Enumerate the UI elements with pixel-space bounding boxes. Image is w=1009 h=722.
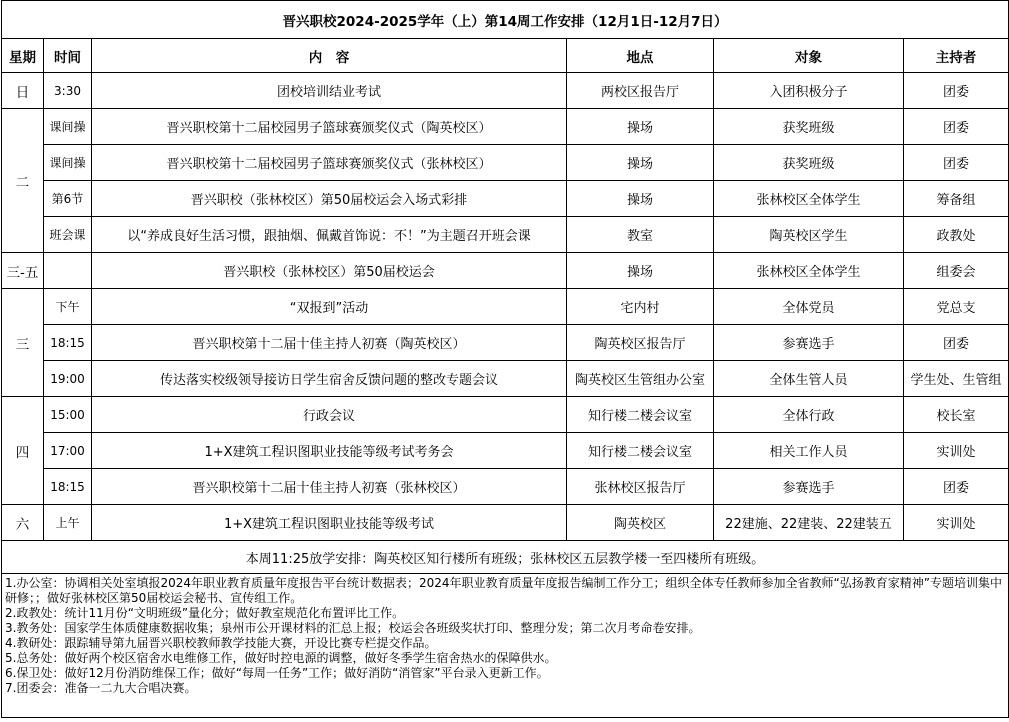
row-time: 3:30 bbox=[44, 73, 92, 109]
header-row bbox=[2, 39, 1009, 73]
row-host: 政教处 bbox=[904, 217, 1009, 253]
row-host: 团委 bbox=[904, 145, 1009, 181]
row-host: 实训处 bbox=[904, 433, 1009, 469]
note-youth-league: 7.团委会：准备一二九大合唱决赛。 bbox=[5, 681, 197, 695]
table-row bbox=[2, 325, 1009, 361]
row-place: 操场 bbox=[567, 145, 714, 181]
table-row bbox=[2, 217, 1009, 253]
row-place: 教室 bbox=[567, 217, 714, 253]
row-target: 陶英校区学生 bbox=[714, 217, 904, 253]
row-host: 团委 bbox=[904, 73, 1009, 109]
row-host: 校长室 bbox=[904, 397, 1009, 433]
row-place: 知行楼二楼会议室 bbox=[567, 397, 714, 433]
row-time: 下午 bbox=[44, 289, 92, 325]
row-place: 张林校区报告厅 bbox=[567, 469, 714, 505]
row-target: 22建施、22建装、22建装五 bbox=[714, 505, 904, 541]
row-content: 晋兴职校第十二届十佳主持人初赛（张林校区） bbox=[92, 469, 567, 505]
day-sunday: 日 bbox=[2, 73, 44, 109]
row-content: 1+X建筑工程识图职业技能等级考试考务会 bbox=[92, 433, 567, 469]
row-host: 团委 bbox=[904, 469, 1009, 505]
day-wed-fri: 三-五 bbox=[2, 253, 44, 289]
dismissal-notice: 本周11:25放学安排：陶英校区知行楼所有班级；张林校区五层教学楼一至四楼所有班级。 bbox=[2, 541, 1009, 574]
header-target: 对象 bbox=[714, 39, 904, 73]
row-place: 陶英校区报告厅 bbox=[567, 325, 714, 361]
row-place: 陶英校区 bbox=[567, 505, 714, 541]
table-row bbox=[2, 433, 1009, 469]
note-security: 6.保卫处：做好12月份消防维保工作；做好“每周一任务”工作；做好消防“消管家”平台录入更新工作。 bbox=[5, 666, 549, 680]
note-academic-affairs: 3.教务处：国家学生体质健康数据收集；泉州市公开课材料的汇总上报；校运会各班级奖状打印、整理分发；第二次月考命卷安排。 bbox=[5, 621, 701, 635]
table-row bbox=[2, 505, 1009, 541]
row-time: 17:00 bbox=[44, 433, 92, 469]
row-time: 第6节 bbox=[44, 181, 92, 217]
row-time: 18:15 bbox=[44, 469, 92, 505]
table-row bbox=[2, 397, 1009, 433]
table-row bbox=[2, 145, 1009, 181]
row-target: 获奖班级 bbox=[714, 145, 904, 181]
row-content: 1+X建筑工程识图职业技能等级考试 bbox=[92, 505, 567, 541]
note-office: 1.办公室：协调相关处室填报2024年职业教育质量年度报告平台统计数据表；2024年职业教育质量年度报告编制工作分工；组织全体专任教师参加全省教师“弘扬教育家精神”专题培训集中研修；；做好张林校区第50届校运会秘书、宣传组工作。 bbox=[5, 576, 1002, 605]
row-content: 晋兴职校第十二届校园男子篮球赛颁奖仪式（张林校区） bbox=[92, 145, 567, 181]
row-target: 张林校区全体学生 bbox=[714, 253, 904, 289]
row-host: 党总支 bbox=[904, 289, 1009, 325]
row-content: 行政会议 bbox=[92, 397, 567, 433]
table-row bbox=[2, 181, 1009, 217]
row-content: 晋兴职校第十二届十佳主持人初赛（陶英校区） bbox=[92, 325, 567, 361]
table-row bbox=[2, 289, 1009, 325]
day-wednesday: 三 bbox=[2, 289, 44, 397]
header-host: 主持者 bbox=[904, 39, 1009, 73]
row-time bbox=[44, 253, 92, 289]
row-time: 班会课 bbox=[44, 217, 92, 253]
schedule-title: 晋兴职校2024-2025学年（上）第14周工作安排（12月1日-12月7日） bbox=[2, 1, 1009, 39]
row-place: 操场 bbox=[567, 109, 714, 145]
table-row bbox=[2, 469, 1009, 505]
row-host: 团委 bbox=[904, 325, 1009, 361]
row-target: 全体生管人员 bbox=[714, 361, 904, 397]
note-political-education: 2.政教处：统计11月份“文明班级”量化分；做好教室规范化布置评比工作。 bbox=[5, 606, 405, 620]
row-target: 张林校区全体学生 bbox=[714, 181, 904, 217]
header-place: 地点 bbox=[567, 39, 714, 73]
row-time: 19:00 bbox=[44, 361, 92, 397]
row-place: 操场 bbox=[567, 181, 714, 217]
department-notes bbox=[2, 574, 1009, 718]
note-teaching-research: 4.教研处：跟踪辅导第九届晋兴职校教师教学技能大赛，开设比赛专栏提交作品。 bbox=[5, 636, 437, 650]
row-content: “双报到”活动 bbox=[92, 289, 567, 325]
row-content: 晋兴职校（张林校区）第50届校运会 bbox=[92, 253, 567, 289]
header-content: 内 容 bbox=[92, 39, 567, 73]
row-time: 18:15 bbox=[44, 325, 92, 361]
row-place: 陶英校区生管组办公室 bbox=[567, 361, 714, 397]
note-general-affairs: 5.总务处：做好两个校区宿舍水电维修工作，做好时控电源的调整，做好冬季学生宿舍热水的保障供水。 bbox=[5, 651, 557, 665]
table-row bbox=[2, 73, 1009, 109]
row-target: 参赛选手 bbox=[714, 469, 904, 505]
row-target: 参赛选手 bbox=[714, 325, 904, 361]
schedule-table bbox=[1, 0, 1009, 718]
row-time: 上午 bbox=[44, 505, 92, 541]
table-row bbox=[2, 361, 1009, 397]
row-time: 课间操 bbox=[44, 109, 92, 145]
table-row bbox=[2, 109, 1009, 145]
row-place: 宅内村 bbox=[567, 289, 714, 325]
row-target: 相关工作人员 bbox=[714, 433, 904, 469]
row-host: 筹备组 bbox=[904, 181, 1009, 217]
row-content: 晋兴职校第十二届校园男子篮球赛颁奖仪式（陶英校区） bbox=[92, 109, 567, 145]
row-content: 以“养成良好生活习惯，跟抽烟、佩戴首饰说：不！”为主题召开班会课 bbox=[92, 217, 567, 253]
row-target: 全体行政 bbox=[714, 397, 904, 433]
row-host: 实训处 bbox=[904, 505, 1009, 541]
table-row bbox=[2, 253, 1009, 289]
row-place: 操场 bbox=[567, 253, 714, 289]
day-tuesday: 二 bbox=[2, 109, 44, 253]
row-target: 获奖班级 bbox=[714, 109, 904, 145]
row-time: 15:00 bbox=[44, 397, 92, 433]
row-target: 全体党员 bbox=[714, 289, 904, 325]
schedule-sheet bbox=[1, 0, 1008, 718]
header-time: 时间 bbox=[44, 39, 92, 73]
header-day: 星期 bbox=[2, 39, 44, 73]
row-content: 团校培训结业考试 bbox=[92, 73, 567, 109]
row-content: 晋兴职校（张林校区）第50届校运会入场式彩排 bbox=[92, 181, 567, 217]
row-content: 传达落实校级领导接访日学生宿舍反馈问题的整改专题会议 bbox=[92, 361, 567, 397]
row-place: 知行楼二楼会议室 bbox=[567, 433, 714, 469]
row-host: 组委会 bbox=[904, 253, 1009, 289]
row-host: 团委 bbox=[904, 109, 1009, 145]
row-target: 入团积极分子 bbox=[714, 73, 904, 109]
row-place: 两校区报告厅 bbox=[567, 73, 714, 109]
row-time: 课间操 bbox=[44, 145, 92, 181]
day-thursday: 四 bbox=[2, 397, 44, 505]
row-host: 学生处、生管组 bbox=[904, 361, 1009, 397]
day-saturday: 六 bbox=[2, 505, 44, 541]
